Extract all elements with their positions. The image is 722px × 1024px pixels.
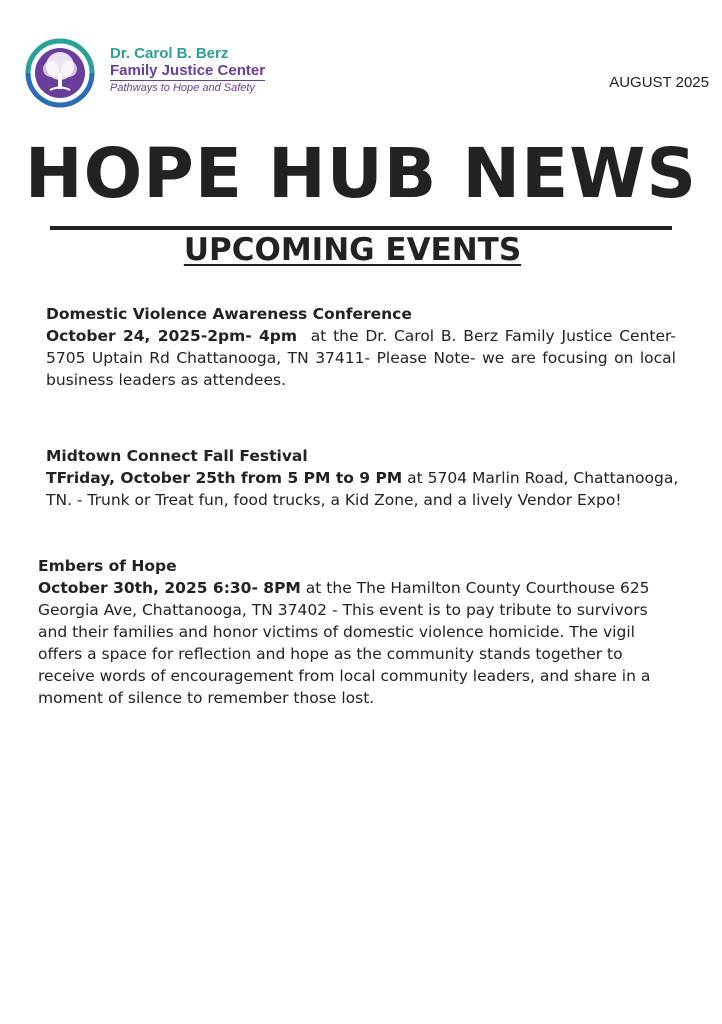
event-details: at 5704 Marlin Road, Chattanooga, TN. - Trunk or Treat fun, food trucks, a Kid Zone, and a lively Vendor Expo! [46, 469, 679, 509]
org-tagline: Pathways to Hope and Safety [110, 82, 255, 94]
org-name-line1: Dr. Carol B. Berz [110, 45, 229, 62]
tree-emblem-icon [20, 33, 100, 113]
event-body [46, 325, 681, 391]
event-details-continued: moment of silence to remember those lost. [38, 689, 375, 707]
event-name: Domestic Violence Awareness Conference [46, 305, 412, 323]
event-name: Embers of Hope [38, 557, 177, 575]
event-body [46, 467, 680, 511]
event-date: October 24, 2025-2pm- 4pm [46, 327, 298, 345]
event-item [46, 445, 680, 511]
org-name-line2: Family Justice Center [110, 62, 266, 79]
section-heading: UPCOMING EVENTS [183, 232, 522, 268]
event-details: at the Dr. Carol B. Berz Family Justice Center- 5705 Uptain Rd Chattanooga, TN 37411- Please Note- we are focusing on local business leaders as attendees. [46, 327, 681, 389]
event-body [38, 577, 678, 687]
event-date: October 30th, 2025 6:30- 8PM [38, 579, 301, 597]
org-logo [20, 33, 290, 113]
newsletter-title: HOPE HUB NEWS [24, 134, 698, 214]
event-details: at the The Hamilton County Courthouse 625 Georgia Ave, Chattanooga, TN 37402 - This event is to pay tribute to survivors and their families and honor victims of domestic violence homicide. The vigil offers a space for reflection and hope as the community stands together to receive words of encouragement from local community leaders, and share in a [38, 579, 651, 685]
event-item [38, 555, 678, 709]
event-date: TFriday, October 25th from 5 PM to 9 PM [46, 469, 403, 487]
event-name: Midtown Connect Fall Festival [46, 447, 308, 465]
event-item [46, 303, 681, 391]
issue-date: AUGUST 2025 [609, 74, 709, 91]
